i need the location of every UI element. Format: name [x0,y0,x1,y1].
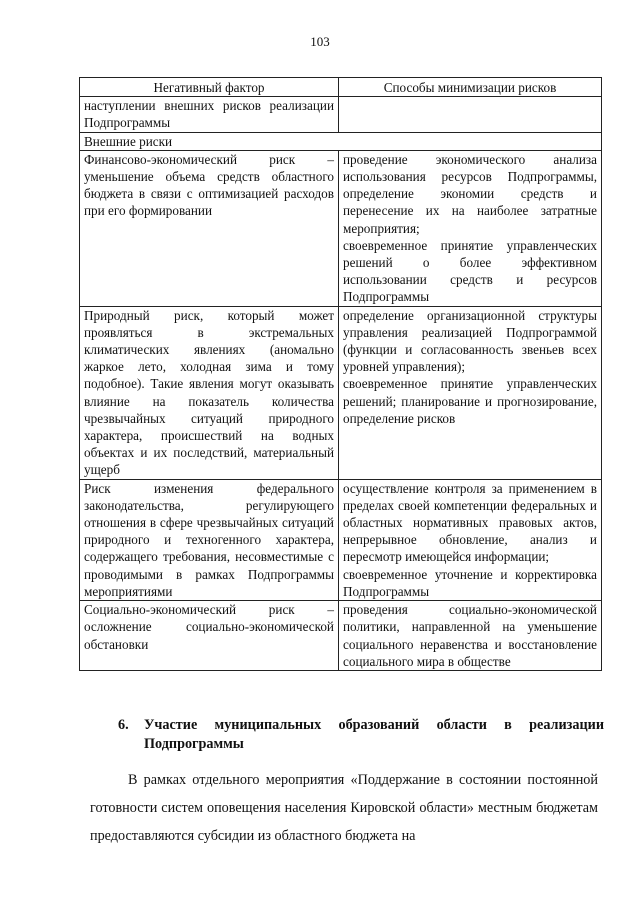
factor-cell: наступлении внешних рисков реализации Подпрограммы [80,97,339,132]
body-paragraph: В рамках отдельного мероприятия «Поддержание в состоянии постоянной готовности систем оповещения населения Кировской области» местным бюджетам предоставляются субсидии из областного бюджета на [90,772,598,844]
table-row [80,601,602,671]
factor-cell: Риск изменения федерального законодательства, регулирующего отношения в сфере чрезвычайных ситуаций природного и техногенного характера, содержащего требования, несовместимые с проводимыми в рамках Подпрограммы мероприятиями [80,479,339,600]
table-row [80,479,602,600]
factor-cell: Природный риск, который может проявляться в экстремальных климатических явлениях (аномально жаркое лето, холодная зима и тому подобное). Такие явления могут оказывать влияние на показатель количества чрезвычайных ситуаций природного характера, происшествий на водных объектах и их последствий, материальный ущерб [80,306,339,479]
method-item: проведения социально-экономической политики, направленной на уменьшение социального неравенства и восстановление социального мира в обществе [343,602,597,669]
section-title: Участие муниципальных образований области в реализации Подпрограммы [144,717,604,752]
factor-cell: Социально-экономический риск – осложнение социально-экономической обстановки [80,601,339,671]
table-row [80,306,602,479]
method-item: своевременное принятие управленческих решений о более эффективном использовании средств и ресурсов Подпрограммы [343,237,597,305]
section-number: 6. [118,717,129,733]
table-header-row [80,78,602,97]
table-row [80,150,602,306]
method-item: осуществление контроля за применением в пределах своей компетенции федеральных и областных нормативных правовых актов, непрерывное обновление, анализ и пересмотр имеющейся информации; [343,480,597,565]
header-mitigation-methods: Способы минимизации рисков [339,78,602,97]
table-section-row [80,132,602,150]
table-row [80,97,602,132]
method-cell [339,306,602,479]
method-cell [339,150,602,306]
header-negative-factor: Негативный фактор [80,78,339,97]
method-cell [339,479,602,600]
section-heading [118,716,604,754]
risk-table [79,77,602,671]
method-cell [339,601,602,671]
factor-cell: Финансово-экономический риск – уменьшение объема средств областного бюджета в связи с оптимизацией расходов при его формировании [80,150,339,306]
page-number: 103 [310,34,330,49]
method-item: своевременное принятие управленческих решений; планирование и прогнозирование, определение рисков [343,376,597,426]
section-label: Внешние риски [80,132,602,150]
method-item: своевременное уточнение и корректировка Подпрограммы [343,566,597,599]
method-cell [339,97,602,132]
method-item: проведение экономического анализа использования ресурсов Подпрограммы, определение экономии средств и перенесение их на наиболее затратные мероприятия; [343,151,597,236]
method-item: определение организационной структуры управления реализацией Подпрограммой (функции и согласованность звеньев всех уровней управления); [343,307,597,375]
